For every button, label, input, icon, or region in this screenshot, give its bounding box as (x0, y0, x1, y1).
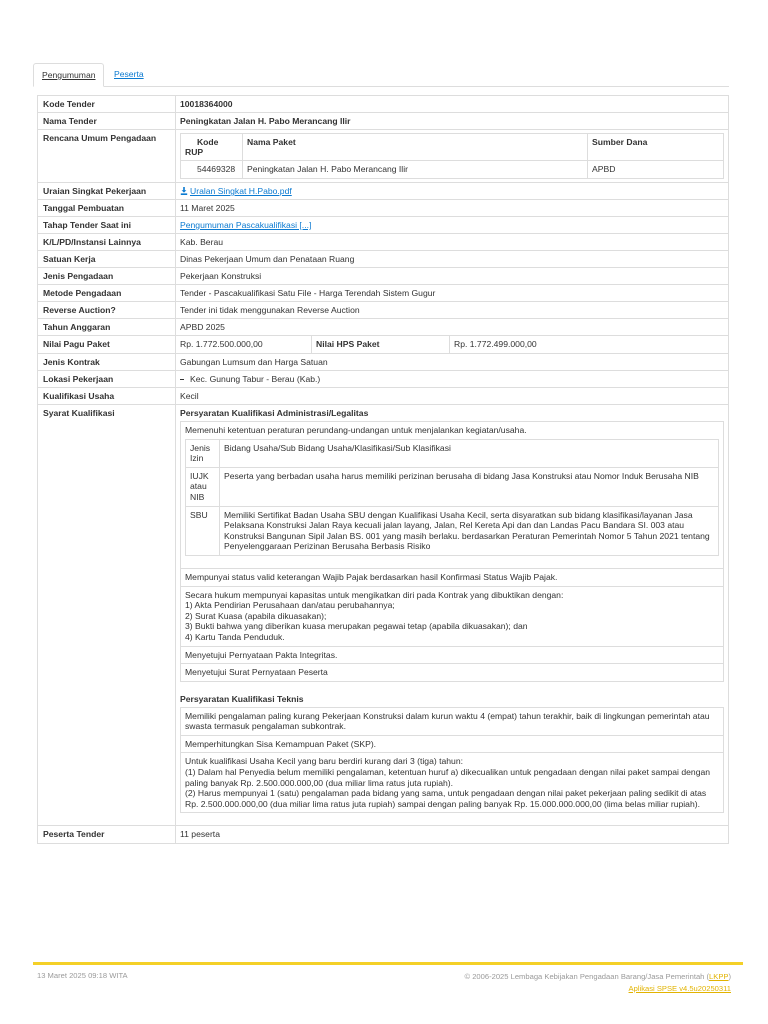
row-satker (38, 251, 728, 268)
teknis-item: Memiliki pengalaman paling kurang Pekerjaan Konstruksi dalam kurun waktu 4 (empat) tahun terakhir, baik di lingkungan pemerintah atau swasta termasuk pengalaman subkontrak. (181, 708, 723, 736)
rup-header-sumber: Sumber Dana (588, 134, 724, 161)
value-peserta: 11 peserta (180, 829, 220, 840)
rup-header-nama: Nama Paket (243, 134, 588, 161)
label-hps: Nilai HPS Paket (312, 336, 450, 353)
label-lokasi: Lokasi Pekerjaan (38, 371, 176, 387)
value-kontrak: Gabungan Lumsum dan Harga Satuan (180, 357, 328, 367)
footer-timestamp: 13 Maret 2025 09:18 WITA (37, 971, 128, 980)
label-tanggal: Tanggal Pembuatan (38, 200, 176, 216)
izin-row-key: IUJK atau NIB (186, 467, 220, 506)
row-reverse (38, 302, 728, 319)
value-uraian (176, 183, 728, 199)
teknis-item: Memperhitungkan Sisa Kemampuan Paket (SKP). (181, 736, 723, 754)
footer-credits: © 2006-2025 Lembaga Kebijakan Pengadaan Barang/Jasa Pemerintah (LKPP) Aplikasi SPSE v4.5u20250311 (464, 972, 731, 993)
label-rup: Rencana Umum Pengadaan (38, 130, 176, 182)
izin-row-key: SBU (186, 506, 220, 555)
rup-cell-sumber: APBD (588, 161, 724, 179)
tab-bar (33, 63, 729, 87)
app-version-link[interactable]: Aplikasi SPSE v4.5u20250311 (628, 984, 731, 993)
admin-item: Menyetujui Surat Pernyataan Peserta (185, 667, 328, 678)
rup-table (180, 133, 724, 179)
value-satker: Dinas Pekerjaan Umum dan Penataan Ruang (180, 254, 355, 264)
row-klpd (38, 234, 728, 251)
izin-table (185, 439, 719, 556)
admin-item: Menyetujui Pernyataan Pakta Integritas. (181, 647, 723, 665)
izin-header-jenis: Jenis Izin (186, 439, 220, 467)
izin-row-value: Peserta yang berbadan usaha harus memiliki perizinan berusaha di bidang Jasa Konstruksi atau Nomor Induk Berusaha NIB (220, 467, 719, 506)
row-pagu-hps (38, 336, 728, 354)
admin-item: Mempunyai status valid keterangan Wajib Pajak berdasarkan hasil Konfirmasi Status Wajib Pajak. (181, 569, 723, 587)
row-tahap (38, 217, 728, 234)
value-klpd: Kab. Berau (180, 237, 223, 247)
row-kualifikasi (38, 388, 728, 405)
pagu-hps-group (176, 336, 728, 353)
admin-section-title: Persyaratan Kualifikasi Administrasi/Legalitas (180, 408, 369, 418)
download-icon (180, 187, 188, 195)
value-rup (176, 130, 728, 182)
rup-cell-kode: 54469328 (181, 161, 243, 179)
label-peserta: Peserta Tender (38, 826, 176, 842)
label-kontrak: Jenis Kontrak (38, 354, 176, 370)
row-tahun (38, 319, 728, 336)
rup-header-kode: Kode RUP (181, 134, 243, 161)
row-syarat (38, 405, 728, 826)
value-tahap (176, 217, 728, 233)
value-hps: Rp. 1.772.499.000,00 (454, 339, 537, 349)
uraian-download-link[interactable]: Uralan Singkat H.Pabo.pdf (180, 186, 292, 196)
tab-pengumuman[interactable]: Pengumuman (33, 63, 104, 87)
label-uraian: Uraian Singkat Pekerjaan (38, 183, 176, 199)
value-reverse: Tender ini tidak menggunakan Reverse Auction (180, 305, 360, 315)
value-lokasi: Kec. Gunung Tabur - Berau (Kab.) (176, 371, 728, 387)
label-syarat: Syarat Kualifikasi (38, 405, 176, 825)
label-satker: Satuan Kerja (38, 251, 176, 267)
label-reverse: Reverse Auction? (38, 302, 176, 318)
value-tahun: APBD 2025 (180, 322, 225, 332)
label-tahun: Tahun Anggaran (38, 319, 176, 335)
row-rup (38, 130, 728, 183)
admin-requirements (180, 421, 724, 682)
label-tahap: Tahap Tender Saat ini (38, 217, 176, 233)
bullet-icon (180, 379, 184, 381)
footer-copyright: © 2006-2025 Lembaga Kebijakan Pengadaan Barang/Jasa Pemerintah (464, 972, 705, 981)
syarat-kualifikasi (176, 405, 728, 825)
label-klpd: K/L/PD/Instansi Lainnya (38, 234, 176, 250)
value-pagu: Rp. 1.772.500.000,00 (176, 336, 312, 353)
teknis-item: Untuk kualifikasi Usaha Kecil yang baru berdiri kurang dari 3 (tiga) tahun: (1) Dalam hal Penyedia belum memiliki pengalaman, ketentuan huruf a) dikecualikan untuk pengadaan dengan nilai paket sampai dengan paling banyak Rp. 2.500.000.000,00 (dua miliar lima ratus juta rupiah). (2) Harus mempunyai 1 (satu) pengalaman pada bidang yang sama, untuk pengadaan dengan nilai paket pekerjaan paling sedikit di atas Rp. 2.500.000.000,00 (dua miliar lima ratus juta rupiah) sampai dengan paling banyak Rp. 15.000.000.000,00 (lima belas miliar rupiah). (185, 756, 711, 809)
row-uraian (38, 183, 728, 200)
value-jenis-pengadaan: Pekerjaan Konstruksi (180, 271, 262, 281)
label-kualifikasi: Kualifikasi Usaha (38, 388, 176, 404)
row-metode (38, 285, 728, 302)
value-metode: Tender - Pascakualifikasi Satu File - Harga Terendah Sistem Gugur (180, 288, 436, 298)
row-tanggal (38, 200, 728, 217)
tahap-link[interactable]: Pengumuman Pascakualifikasi [...] (180, 220, 312, 230)
admin-intro: Memenuhi ketentuan peraturan perundang-undangan untuk menjalankan kegiatan/usaha. Jenis Izin Bidang Usaha/Sub Bidang Usaha/Klasifikasi/Sub Klasifikasi IUJK atau NIB Peserta yang berbadan usaha harus memiliki perizinan berusaha di bidang Jasa Konstruksi atau Nomor Induk Berusaha NIB SBU Memiliki Sertifikat Badan Usaha SBU dengan Kualifikasi Usaha Kecil, serta disyaratkan sub bidang klasifikasi/layanan Jasa Pelaksana Konstruksi Jalan Raya kecuali jalan layang, Jalan, Rel Kereta Api dan dan Landas Pacu Bandara SI. 003 atau Konstruksi Bangunan Sipil Jalan BS. 001 yang masih berlaku. berdasarkan Peraturan Pemerintah Nomor 5 Tahun 2021 tentang Penyelenggaraan Perizinan Berusaha Berbasis Risiko (181, 422, 723, 569)
tab-peserta[interactable]: Peserta (114, 69, 144, 79)
row-kontrak (38, 354, 728, 371)
row-peserta (38, 826, 728, 842)
teknis-requirements (180, 707, 724, 814)
tender-detail-table (37, 95, 729, 844)
label-pagu: Nilai Pagu Paket (38, 336, 176, 353)
label-kode-tender: Kode Tender (38, 96, 176, 112)
value-kualifikasi: Kecil (180, 391, 199, 401)
izin-header-bidang: Bidang Usaha/Sub Bidang Usaha/Klasifikasi/Sub Klasifikasi (220, 439, 719, 467)
izin-row-value: Memiliki Sertifikat Badan Usaha SBU dengan Kualifikasi Usaha Kecil, serta disyaratkan sub bidang klasifikasi/layanan Jasa Pelaksana Konstruksi Jalan Raya kecuali jalan layang, Jalan, Rel Kereta Api dan dan Landas Pacu Bandara SI. 003 atau Konstruksi Bangunan Sipil Jalan BS. 001 yang masih berlaku. berdasarkan Peraturan Pemerintah Nomor 5 Tahun 2021 tentang Penyelenggaraan Perizinan Berusaha Berbasis Risiko (220, 506, 719, 555)
rup-cell-nama: Peningkatan Jalan H. Pabo Merancang Ilir (243, 161, 588, 179)
row-lokasi (38, 371, 728, 388)
admin-item: Secara hukum mempunyai kapasitas untuk mengikatkan diri pada Kontrak yang dibuktikan dengan: 1) Akta Pendirian Perusahaan dan/atau perubahannya; 2) Surat Kuasa (apabila dikuasakan); 3) Bukti bahwa yang diberikan kuasa merupakan pegawai tetap (apabila dikuasakan); dan 4) Kartu Tanda Penduduk. (181, 587, 723, 647)
label-metode: Metode Pengadaan (38, 285, 176, 301)
label-jenis-pengadaan: Jenis Pengadaan (38, 268, 176, 284)
value-kode-tender: 10018364000 (180, 99, 233, 109)
value-tanggal: 11 Maret 2025 (180, 203, 235, 213)
lkpp-link[interactable]: LKPP (709, 972, 729, 981)
row-jenis-pengadaan (38, 268, 728, 285)
footer-divider (33, 962, 743, 965)
row-kode-tender (38, 96, 728, 113)
row-nama-tender (38, 113, 728, 130)
label-nama-tender: Nama Tender (38, 113, 176, 129)
value-nama-tender: Peningkatan Jalan H. Pabo Merancang Ilir (180, 116, 351, 126)
teknis-section-title: Persyaratan Kualifikasi Teknis (180, 693, 304, 704)
